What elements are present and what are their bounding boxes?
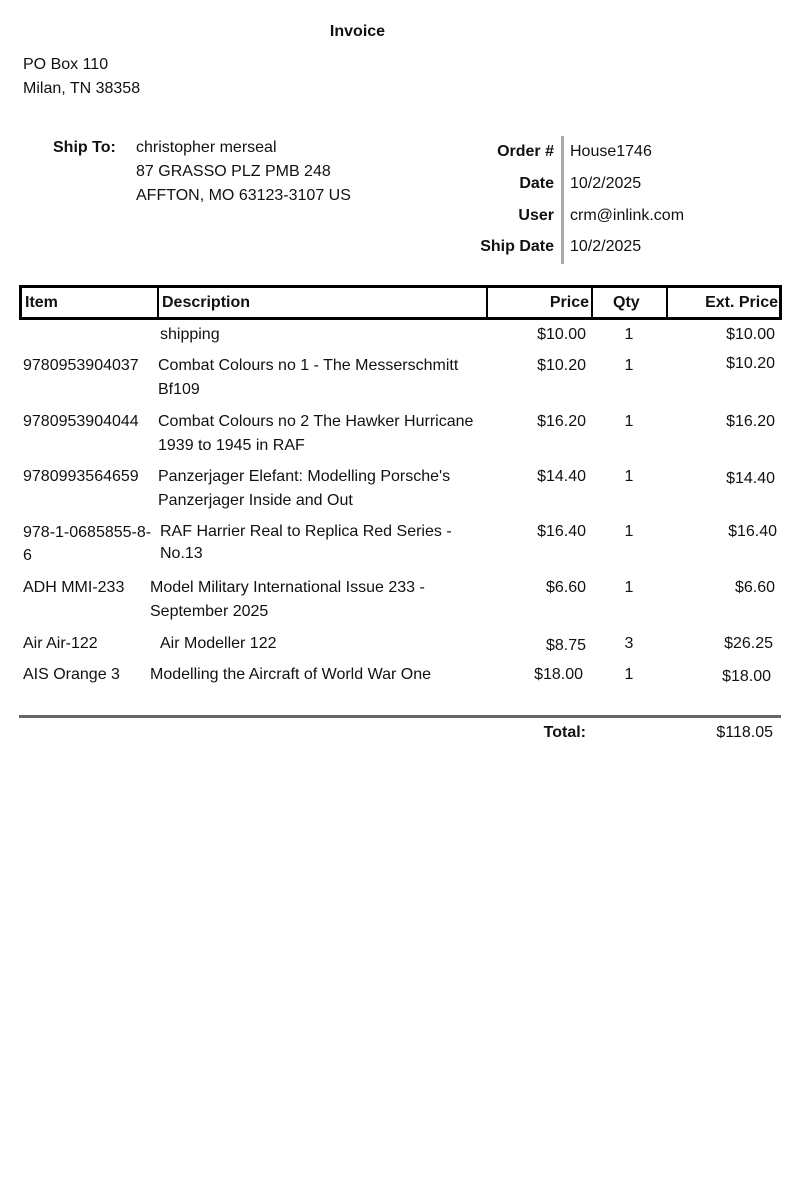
- sender-address: [23, 53, 140, 101]
- order-date: 10/2/2025: [570, 175, 642, 192]
- sender-line1: PO Box 110: [23, 56, 109, 73]
- ship-to-name: christopher merseal: [136, 139, 277, 156]
- item-ext-price: $18.00: [722, 668, 771, 685]
- date-label: Date: [519, 175, 554, 192]
- order-label: Order #: [497, 143, 554, 160]
- ship-to-address2: AFFTON, MO 63123-3107 US: [136, 187, 351, 204]
- item-price: $10.20: [537, 357, 586, 374]
- item-ext-price: $10.00: [726, 326, 775, 343]
- ship-to-label: Ship To:: [53, 139, 116, 156]
- col-qty: Qty: [613, 294, 640, 311]
- ship-date-label: Ship Date: [480, 238, 554, 255]
- item-description: Panzerjager Elefant: Modelling Porsche's Panzerjager Inside and Out: [158, 468, 451, 509]
- col-item: Item: [25, 294, 58, 311]
- item-code: 9780953904037: [23, 357, 139, 374]
- item-code: 978-1-0685855-8-6: [23, 524, 152, 564]
- item-description: shipping: [160, 326, 220, 343]
- item-code: 9780993564659: [23, 468, 139, 485]
- item-price: $16.20: [537, 413, 586, 430]
- sender-line2: Milan, TN 38358: [23, 80, 141, 97]
- item-price: $14.40: [537, 468, 586, 485]
- order-number: House1746: [570, 143, 652, 160]
- ship-to-address: [136, 136, 351, 208]
- col-description: Description: [162, 294, 251, 311]
- item-description: Air Modeller 122: [160, 635, 277, 652]
- item-price: $6.60: [545, 579, 586, 596]
- item-qty: 1: [624, 413, 634, 430]
- item-qty: 1: [624, 666, 634, 683]
- item-price: $8.75: [545, 637, 586, 654]
- total-value: $118.05: [716, 724, 773, 741]
- user-label: User: [518, 207, 554, 224]
- item-code: ADH MMI-233: [23, 579, 125, 596]
- item-ext-price: $16.40: [728, 523, 777, 540]
- total-divider: [19, 715, 781, 718]
- table-header: [19, 285, 782, 320]
- item-code: Air Air-122: [23, 635, 98, 652]
- item-code: AIS Orange 3: [23, 666, 120, 683]
- invoice-title: Invoice: [329, 23, 386, 40]
- ship-to-address1: 87 GRASSO PLZ PMB 248: [136, 163, 331, 180]
- item-ext-price: $6.60: [734, 579, 775, 596]
- ship-date: 10/2/2025: [570, 238, 642, 255]
- item-qty: 1: [624, 523, 634, 540]
- total-label: Total:: [543, 724, 586, 741]
- item-description: Combat Colours no 2 The Hawker Hurricane 1939 to 1945 in RAF: [158, 413, 474, 454]
- col-price: Price: [549, 294, 589, 311]
- item-qty: 1: [624, 468, 634, 485]
- item-description: RAF Harrier Real to Replica Red Series - No.13: [160, 523, 452, 562]
- col-ext-price: Ext. Price: [705, 294, 778, 311]
- item-description: Model Military International Issue 233 - September 2025: [150, 579, 425, 620]
- item-ext-price: $16.20: [726, 413, 775, 430]
- item-description: Modelling the Aircraft of World War One: [150, 666, 431, 683]
- item-ext-price: $26.25: [724, 635, 773, 652]
- item-price: $16.40: [537, 523, 586, 540]
- item-ext-price: $10.20: [726, 355, 775, 372]
- item-price: $10.00: [537, 326, 586, 343]
- item-qty: 1: [624, 326, 634, 343]
- item-code: 9780953904044: [23, 413, 139, 430]
- item-qty: 3: [624, 635, 634, 652]
- item-qty: 1: [624, 357, 634, 374]
- user-email: crm@inlink.com: [570, 207, 685, 224]
- item-qty: 1: [624, 579, 634, 596]
- item-ext-price: $14.40: [726, 470, 775, 487]
- meta-divider: [561, 136, 564, 264]
- item-price: $18.00: [534, 666, 583, 683]
- item-description: Combat Colours no 1 - The Messerschmitt Bf109: [158, 357, 459, 398]
